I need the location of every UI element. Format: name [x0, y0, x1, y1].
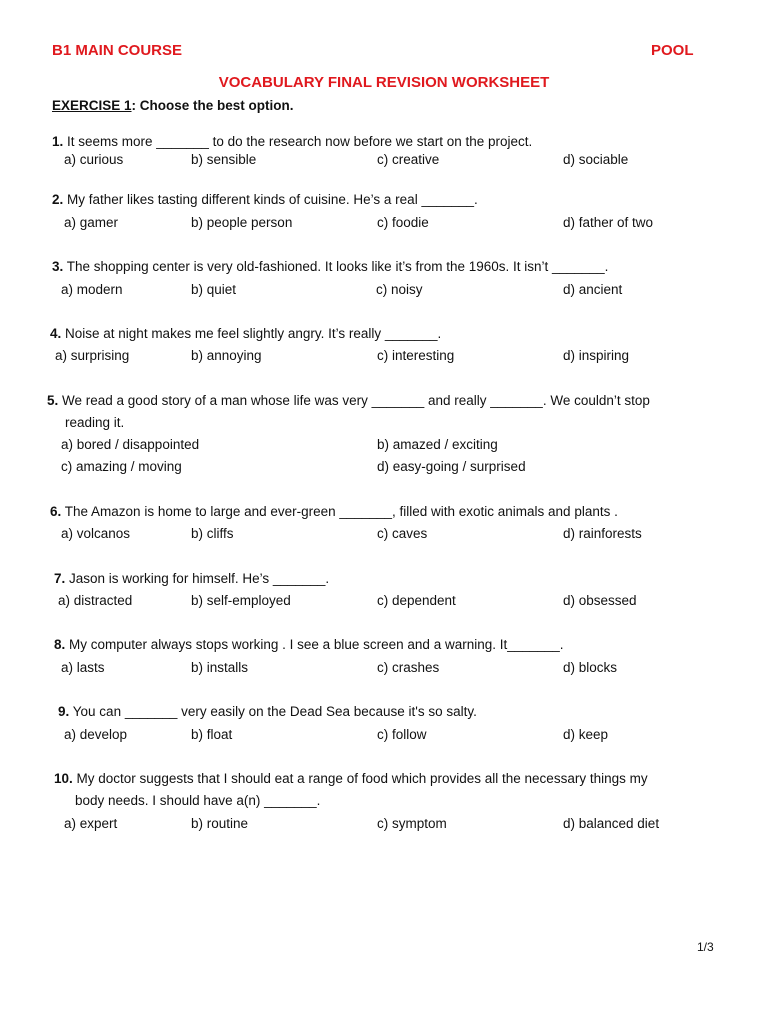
question-text: The Amazon is home to large and ever-green _______, filled with exotic animals and plants .	[61, 504, 618, 519]
question-number: 3.	[52, 259, 64, 274]
option-d[interactable]: d) blocks	[563, 660, 618, 675]
option-b[interactable]: b) sensible	[191, 152, 257, 167]
question-text: Jason is working for himself. He’s _______.	[65, 571, 330, 586]
question-number: 4.	[50, 326, 62, 341]
question-1	[52, 133, 532, 151]
option-a[interactable]: a) distracted	[58, 593, 133, 608]
question-text: You can _______ very easily on the Dead Sea because it's so salty.	[69, 704, 477, 719]
option-b[interactable]: b) installs	[191, 660, 249, 675]
option-a[interactable]: a) bored / disappointed	[61, 437, 200, 452]
option-d[interactable]: d) keep	[563, 727, 609, 742]
option-b[interactable]: b) float	[191, 727, 233, 742]
question-8	[54, 636, 564, 654]
question-text: Noise at night makes me feel slightly angry. It’s really _______.	[61, 326, 442, 341]
option-d[interactable]: d) balanced diet	[563, 816, 660, 831]
option-a[interactable]: a) develop	[64, 727, 128, 742]
question-text: My doctor suggests that I should eat a range of food which provides all the necessary things my	[72, 771, 648, 786]
question-number: 10.	[54, 771, 73, 786]
option-c[interactable]: c) crashes	[377, 660, 440, 675]
option-a[interactable]: a) gamer	[64, 215, 119, 230]
option-c[interactable]: c) noisy	[376, 282, 423, 297]
option-a[interactable]: a) surprising	[55, 348, 130, 363]
option-d[interactable]: d) father of two	[563, 215, 654, 230]
question-number: 8.	[54, 637, 66, 652]
worksheet-title: VOCABULARY FINAL REVISION WORKSHEET	[218, 74, 550, 91]
option-b[interactable]: b) quiet	[191, 282, 237, 297]
question-text: We read a good story of a man whose life was very _______ and really _______. We couldn’t stop	[58, 393, 650, 408]
option-b[interactable]: b) routine	[191, 816, 249, 831]
option-d[interactable]: d) ancient	[563, 282, 623, 297]
option-b[interactable]: b) people person	[191, 215, 293, 230]
option-a[interactable]: a) volcanos	[61, 526, 131, 541]
question-6	[50, 503, 618, 521]
option-b[interactable]: b) amazed / exciting	[377, 437, 498, 452]
option-c[interactable]: c) follow	[377, 727, 427, 742]
exercise-heading	[52, 98, 294, 113]
option-d[interactable]: d) rainforests	[563, 526, 642, 541]
option-d[interactable]: d) easy-going / surprised	[377, 459, 526, 474]
exercise-label: EXERCISE 1	[52, 98, 132, 113]
option-c[interactable]: c) creative	[377, 152, 440, 167]
option-d[interactable]: d) inspiring	[563, 348, 630, 363]
option-d[interactable]: d) sociable	[563, 152, 629, 167]
question-text: The shopping center is very old-fashioned. It looks like it’s from the 1960s. It isn’t _______.	[63, 259, 609, 274]
question-5	[47, 392, 650, 410]
option-a[interactable]: a) expert	[64, 816, 118, 831]
question-9	[58, 703, 477, 721]
question-number: 1.	[52, 134, 64, 149]
question-2	[52, 191, 478, 209]
option-c[interactable]: c) symptom	[377, 816, 447, 831]
question-text: My computer always stops working . I see a blue screen and a warning. It_______.	[65, 637, 564, 652]
option-a[interactable]: a) modern	[61, 282, 123, 297]
question-number: 9.	[58, 704, 70, 719]
question-10	[54, 770, 648, 788]
course-label: B1 MAIN COURSE	[52, 42, 183, 59]
option-b[interactable]: b) cliffs	[191, 526, 234, 541]
option-c[interactable]: c) caves	[377, 526, 428, 541]
option-c[interactable]: c) foodie	[377, 215, 429, 230]
option-d[interactable]: d) obsessed	[563, 593, 637, 608]
page-number: 1/3	[697, 940, 714, 954]
option-c[interactable]: c) interesting	[377, 348, 455, 363]
group-label: POOL	[651, 42, 694, 59]
question-number: 2.	[52, 192, 64, 207]
question-number: 6.	[50, 504, 62, 519]
option-b[interactable]: b) self-employed	[191, 593, 291, 608]
question-4	[50, 325, 441, 343]
option-a[interactable]: a) lasts	[61, 660, 105, 675]
exercise-instruction: : Choose the best option.	[131, 98, 294, 113]
question-5-continuation: reading it.	[65, 415, 125, 430]
question-10-continuation: body needs. I should have a(n) _______.	[75, 793, 321, 808]
question-7	[54, 570, 329, 588]
question-3	[52, 258, 608, 276]
question-text: My father likes tasting different kinds of cuisine. He’s a real _______.	[63, 192, 478, 207]
question-number: 7.	[54, 571, 66, 586]
option-c[interactable]: c) dependent	[377, 593, 456, 608]
question-number: 5.	[47, 393, 59, 408]
option-b[interactable]: b) annoying	[191, 348, 262, 363]
option-a[interactable]: a) curious	[64, 152, 124, 167]
option-c[interactable]: c) amazing / moving	[61, 459, 182, 474]
question-text: It seems more _______ to do the research now before we start on the project.	[63, 134, 533, 149]
